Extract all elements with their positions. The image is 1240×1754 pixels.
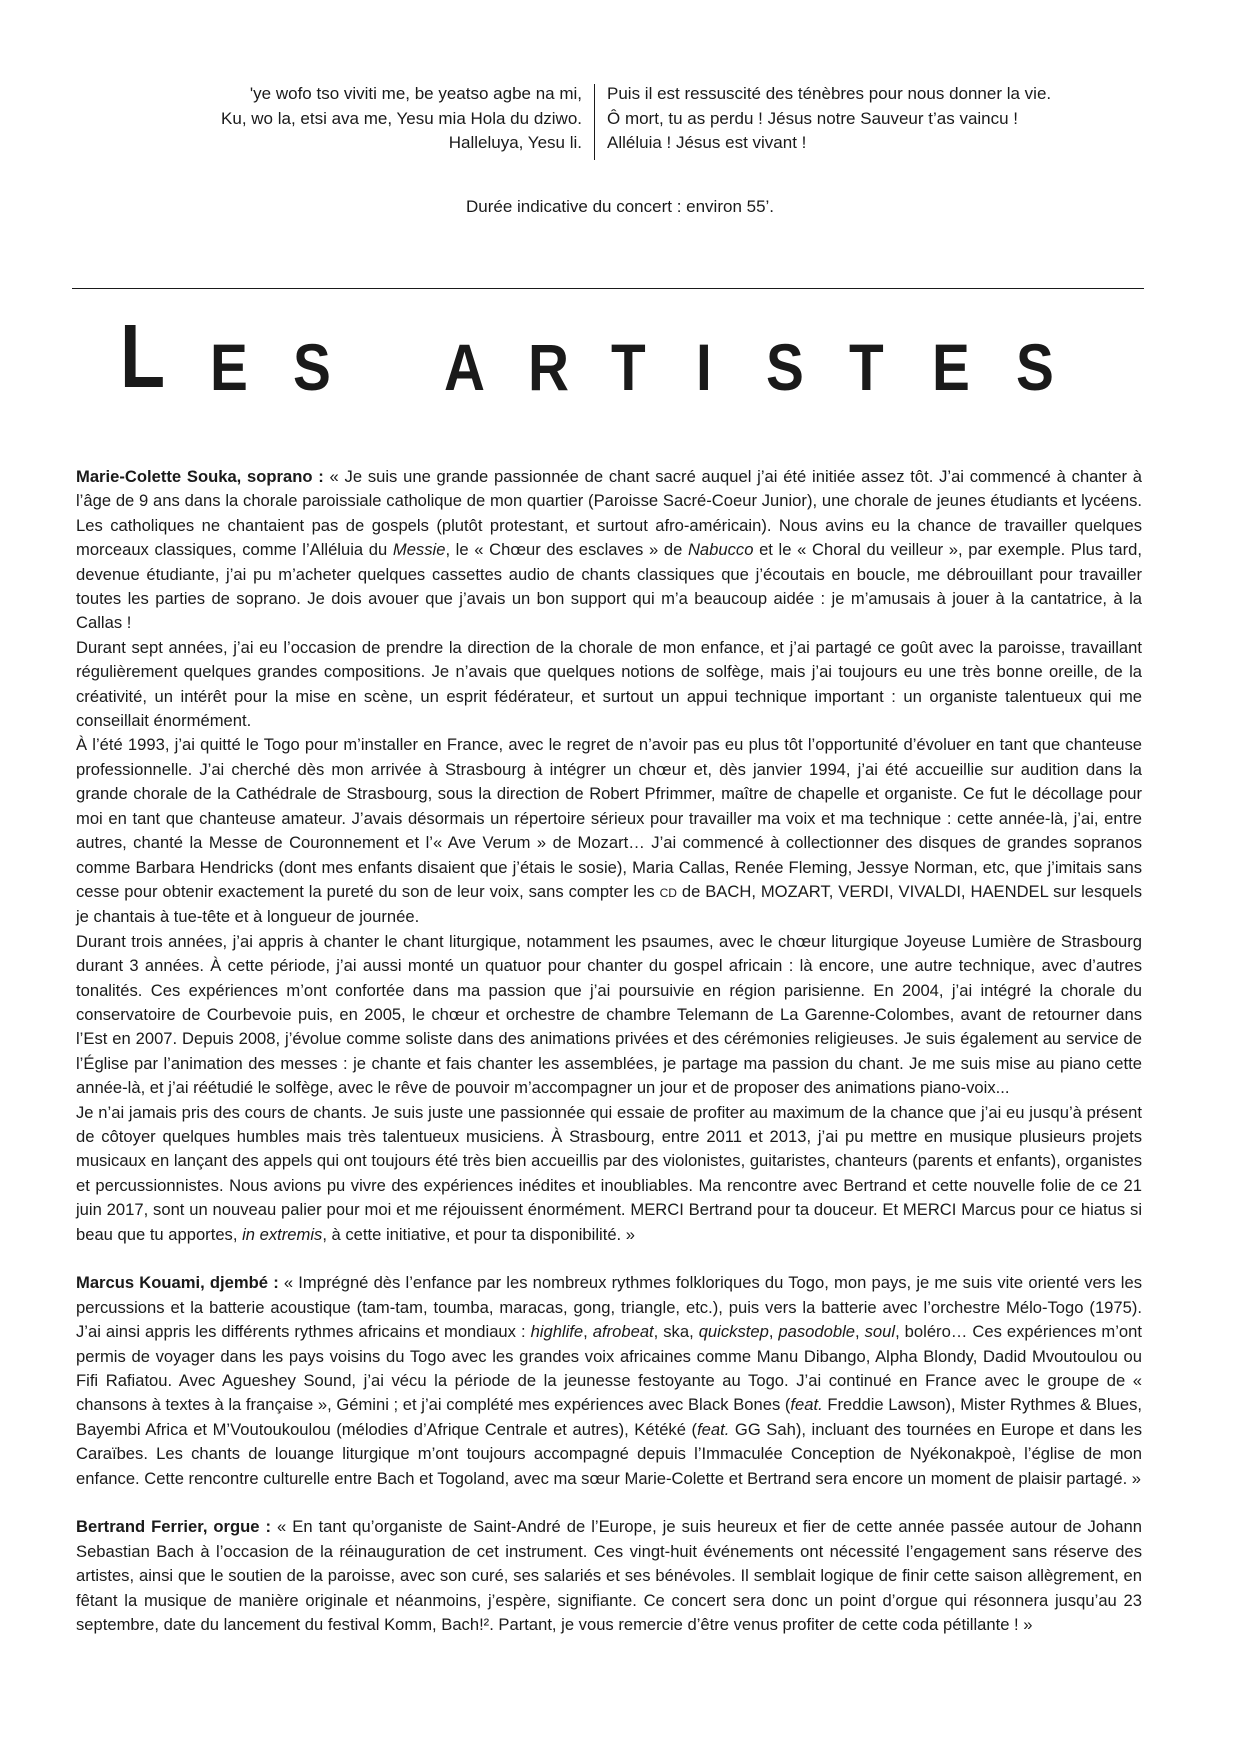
heading-letter: T <box>849 330 884 404</box>
italic-text: in extremis <box>242 1224 323 1244</box>
small-caps-text: CD <box>659 885 677 900</box>
section-heading <box>72 307 1144 412</box>
italic-text: pasodoble <box>778 1322 856 1342</box>
text-run: de BACH, MOZART, VERDI, VIVALDI, HAENDEL sur lesquels je chantais à tue-tête et à longueur de journée. <box>76 881 1143 927</box>
paragraph-gap <box>76 1491 1142 1515</box>
text-run: et le « Choral du veilleur », par exemple. Plus tard, devenue étudiante, j’ai pu m’acheter quelques cassettes audio de chants classiques que j’écoutais en boucle, me débrouillant pour travailler toutes les parties de soprano. Je dois avouer que j’avais un bon support qui m’a beaucoup aidée : je m’amusais à jouer à la cantatrice, à la Callas ! <box>76 540 1142 633</box>
heading-letter: E <box>932 330 970 404</box>
italic-text: highlife <box>530 1322 584 1342</box>
artist-name: Marie-Colette Souka, soprano : <box>76 467 324 486</box>
text-run: , <box>768 1322 779 1342</box>
heading-letter: S <box>766 330 804 404</box>
lyric-line: Alléluia ! Jésus est vivant ! <box>607 133 807 152</box>
ferrier-paragraph <box>76 1515 1142 1637</box>
text-run: « Je suis une grande passionnée de chant sacré auquel j’ai été initiée assez tôt. J’ai commencé à chanter à l’âge de 9 ans dans la chorale paroissiale catholique de mon quartier (Paroisse Sacré-Coeur Junior), une chorale de jeunes étudiants et lycéens. Les catholiques ne chantaient pas de gospels (plutôt protestant, et surtout afro-américain). Nous avins eu la chance de travailler quelques morceaux classiques, comme l’Alléluia du <box>76 467 1142 560</box>
text-run: , <box>855 1322 865 1342</box>
text-run: , à cette initiative, et pour ta disponibilité. » <box>322 1224 636 1244</box>
text-run: , <box>583 1322 593 1342</box>
souka-paragraph-3 <box>76 733 1142 929</box>
lyrics-french <box>607 82 1051 156</box>
italic-text: quickstep <box>698 1322 769 1342</box>
heading-letter: S <box>1016 330 1054 404</box>
text-run: « Imprégné dès l’enfance par les nombreux rythmes folkloriques du Togo, mon pays, je me suis vite orienté vers les percussions et la batterie acoustique (tam-tam, toumba, maracas, gong, triangle, etc.), puis vers la batterie avec l’orchestre Mélo-Togo (1975). J’ai ainsi appris les différents rythmes africains et mondiaux : <box>76 1273 1142 1342</box>
text-run: , le « Chœur des esclaves » de <box>445 540 688 560</box>
lyric-line: 'ye wofo tso viviti me, be yeatso agbe na mi, <box>249 84 582 103</box>
heading-letter: I <box>696 330 712 404</box>
lyrics-block <box>0 82 1240 162</box>
lyric-line: Ô mort, tu as perdu ! Jésus notre Sauveur t’as vaincu ! <box>607 108 1019 128</box>
text-run: , boléro… Ces expériences m’ont permis de voyager dans les pays voisins du Togo avec les grandes voix africaines comme Manu Dibango, Alpha Blondy, Dadid Mvoutoulou ou Fifi Rafiatou. Avec Agueshey Sound, j’ai vécu la période de la jeunesse festoyante au Togo. J’ai continué en France avec le groupe de « chansons à textes à la française », Gémini ; et j’ai complété mes expériences avec Black Bones ( <box>76 1322 1142 1415</box>
text-run: À l’été 1993, j’ai quitté le Togo pour m’installer en France, avec le regret de n’avoir pas eu plus tôt l’opportunité d’évoluer en tant que chanteuse professionnelle. J’ai cherché dès mon arrivée à Strasbourg à intégrer un chœur et, dès janvier 1994, j’ai été accueillie sur audition dans la grande chorale de la Cathédrale de Strasbourg, sous la direction de Robert Pfrimmer, maître de chapelle et organiste. Ce fut le décollage pour moi en tant que chanteuse amateur. J’avais désormais un répertoire sérieux pour travailler ma voix et ma technique : cette année-là, j’ai, entre autres, chanté la Messe de Couronnement et l’« Ave Verum » de Mozart… J’ai commencé à collectionner des disques de grandes sopranos comme Barbara Hendricks (dont mes enfants disaient que j’étais le sosie), Maria Callas, Renée Fleming, Jessye Norman, etc, que j’imitais sans cesse pour obtenir exactement la pureté du son de leur voix, sans compter les <box>76 735 1142 901</box>
concert-duration: Durée indicative du concert : environ 55’. <box>465 197 775 216</box>
souka-paragraph-5 <box>76 1101 1142 1247</box>
work-title: Messie <box>392 540 446 560</box>
souka-paragraph-4: Durant trois années, j’ai appris à chanter le chant liturgique, notamment les psaumes, avec le chœur liturgique Joyeuse Lumière de Strasbourg durant 3 années. À cette période, j’ai aussi monté un quatuor pour chanter du gospel africain : là encore, une autre technique, avec d’autres tonalités. Ces expériences m’ont confortée dans ma passion que j’ai poursuivie en région parisienne. En 2004, j’ai intégré la chorale du conservatoire de Courbevoie puis, en 2005, le chœur et orchestre de chambre Telemann de La Garenne-Colombes, avant de retourner dans l’Est en 2007. Depuis 2008, j’évolue comme soliste dans des animations privées et des cérémonies religieuses. Je suis également au service de l’Église par l’animation des messes : je chante et fais chanter les assemblées, je partage ma passion du chant. Je me suis mise au piano cette année-là, et j’ai réétudié le solfège, avec le rêve de pouvoir m’accompagner un jour et de proposer des animations piano-voix... <box>76 931 1142 1098</box>
artist-name: Bertrand Ferrier, orgue : <box>76 1517 272 1537</box>
kouami-paragraph <box>76 1271 1142 1491</box>
artists-text <box>76 465 1142 1637</box>
heading-letter: L <box>120 307 166 407</box>
heading-letter: T <box>611 330 646 404</box>
lyric-line: Halleluya, Yesu li. <box>448 133 582 152</box>
heading-letter: R <box>528 330 569 404</box>
italic-text: feat. <box>697 1419 730 1439</box>
heading-letter: S <box>293 330 331 404</box>
heading-letter: A <box>444 330 485 404</box>
section-rule <box>72 288 1144 289</box>
heading-letter: E <box>210 330 248 404</box>
paragraph-gap <box>76 1247 1142 1271</box>
italic-text: afrobeat <box>592 1322 654 1342</box>
italic-text: soul <box>864 1322 896 1342</box>
lyric-line: Puis il est ressuscité des ténèbres pour nous donner la vie. <box>607 84 1052 103</box>
text-run: GG Sah), incluant des tournées en Europe et dans les Caraïbes. Les chants de louange liturgique m’ont toujours accompagné depuis l’Immaculée Conception de Nyékonakpoè, l’église de mon enfance. Cette rencontre culturelle entre Bach et Togoland, avec ma sœur Marie-Colette et Bertrand sera encore un moment de plaisir partagé. » <box>76 1419 1143 1488</box>
text-run: « En tant qu’organiste de Saint-André de l’Europe, je suis heureux et fier de cette année passée autour de Johann Sebastian Bach à l’occasion de la réinauguration de cet instrument. Ces vingt-huit événements ont nécessité l’engagement sans réserve des artistes, ainsi que le soutien de la paroisse, avec son curé, ses salariés et ses bénévoles. Il semblait logique de finir cette saison allègrement, en fêtant la musique de manière originale et néanmoins, j’espère, signifiante. Ce concert sera donc un point d’orgue qui résonnera jusqu’au 23 septembre, date du lancement du festival Komm, Bach!². Partant, je vous remercie d’être venus profiter de cette coda pétillante ! » <box>76 1517 1142 1635</box>
work-title: Nabucco <box>687 540 754 560</box>
souka-paragraph-1 <box>76 465 1142 636</box>
text-run: , ska, <box>653 1322 699 1342</box>
souka-paragraph-2: Durant sept années, j’ai eu l’occasion de prendre la direction de la chorale de mon enfance, et j’ai partagé ce goût avec la paroisse, travaillant régulièrement quelques grandes compositions. Je n’avais que quelques notions de solfège, mais j’ai toujours eu une très bonne oreille, de la créativité, un intérêt pour la mise en scène, un esprit fédérateur, et surtout un appui technique important : un organiste talentueux qui me conseillait énormément. <box>76 637 1142 731</box>
lyric-line: Ku, wo la, etsi ava me, Yesu mia Hola du dziwo. <box>221 108 582 128</box>
artist-name: Marcus Kouami, djembé : <box>76 1273 279 1293</box>
italic-text: feat. <box>790 1395 823 1415</box>
lyrics-ewe <box>221 82 582 156</box>
lyrics-divider <box>594 84 595 160</box>
text-run: Je n’ai jamais pris des cours de chants. Je suis juste une passionnée qui essaie de profiter au maximum de la chance que j’ai eu jusqu’à présent de côtoyer quelques humbles mais très talentueux musiciens. À Strasbourg, entre 2011 et 2013, j’ai pu mettre en musique plusieurs projets musicaux en lançant des appels qui ont toujours été très bien accueillis par des violonistes, guitaristes, chanteurs (parents et enfants), organistes et percussionnistes. Nous avions pu vivre des expériences inédites et inoubliables. Ma rencontre avec Bertrand et cette nouvelle folie de ce 21 juin 2017, sont un nouveau palier pour moi et me réjouissent énormément. MERCI Bertrand pour ta douceur. Et MERCI Marcus pour ce hiatus si beau que tu apportes, <box>76 1102 1142 1244</box>
text-run: Freddie Lawson), Mister Rythmes & Blues, Bayembi Africa et M’Voutoukoulou (mélodies d’Afrique Centrale et autres), Kétéké ( <box>76 1395 1142 1439</box>
